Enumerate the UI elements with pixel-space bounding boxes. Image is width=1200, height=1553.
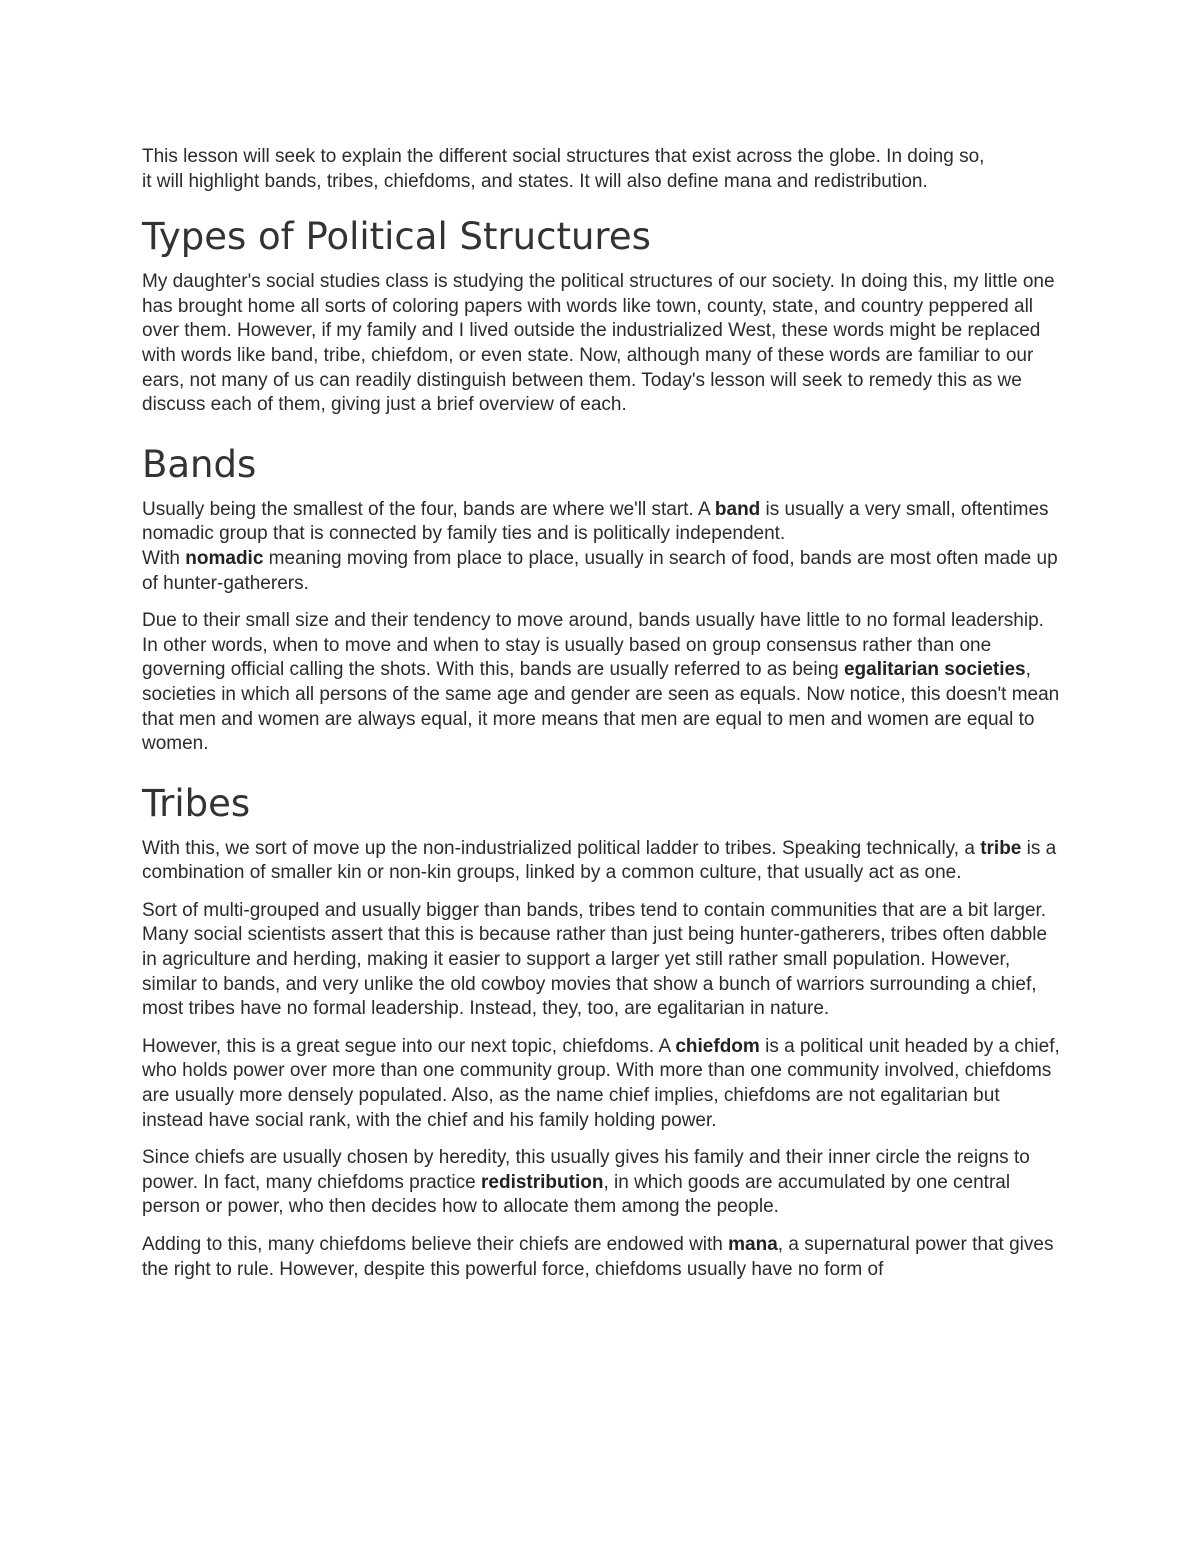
tribes-paragraph-2: Sort of multi-grouped and usually bigger than bands, tribes tend to contain communities that are a bit larger. Many social scientists assert that this is because rather than just being hunter-gatherers, tribes often dabble in agriculture and herding, making it easier to support a larger yet still rather small population. However, similar to bands, and very unlike the old cowboy movies that show a bunch of warriors surrounding a chief, most tribes have no formal leadership. Instead, they, too, are egalitarian in nature. xyxy=(142,899,1048,1020)
bands-paragraph-1 xyxy=(142,498,1062,596)
term-nomadic: nomadic xyxy=(185,547,264,569)
tribes-p5-text-a: Adding to this, many chiefdoms believe their chiefs are endowed with xyxy=(142,1234,729,1255)
bands-p2-text-b: , societies in which all persons of the same age and gender are seen as equals. Now notice, this doesn't mean that men and women are always equal, it more means that men are equal to men and women are equal to women. xyxy=(142,659,1060,755)
bands-p2-text-a: Due to their small size and their tendency to move around, bands usually have little to no formal leadership. In other words, when to move and when to stay is usually based on group consensus rather than one governing official calling the shots. With this, bands are usually referred to as being xyxy=(142,610,1044,681)
tribes-paragraph-1 xyxy=(142,837,1062,886)
tribes-p1-text-a: With this, we sort of move up the non-industrialized political ladder to tribes. Speaking technically, a xyxy=(142,837,981,859)
heading-tribes: Tribes xyxy=(142,781,251,825)
term-egalitarian-societies: egalitarian societies xyxy=(843,659,1026,681)
bands-p1-text-a: Usually being the smallest of the four, bands are where we'll start. A xyxy=(142,498,715,520)
tribes-p4-text-b: , in which goods are accumulated by one central person or power, who then decides how to allocate them among the people. xyxy=(142,1171,1011,1218)
intro-line-2: it will highlight bands, tribes, chiefdoms, and states. It will also define mana and redistribution. xyxy=(142,170,928,192)
tribes-paragraph-3 xyxy=(142,1035,1062,1133)
bands-paragraph-2 xyxy=(142,609,1062,757)
heading-bands: Bands xyxy=(142,442,257,486)
tribes-paragraph-4 xyxy=(142,1146,1062,1220)
bands-p1-text-c: With xyxy=(142,547,186,569)
tribes-p3-text-a: However, this is a great segue into our next topic, chiefdoms. A xyxy=(142,1035,676,1057)
term-mana: mana xyxy=(728,1234,778,1255)
tribes-p4-text-a: Since chiefs are usually chosen by heredity, this usually gives his family and their inner circle the reigns to power. In fact, many chiefdoms practice xyxy=(142,1147,1030,1193)
types-paragraph: My daughter's social studies class is studying the political structures of our society. In doing this, my little one has brought home all sorts of coloring papers with words like town, county, state, and country peppered all over them. However, if my family and I lived outside the industrialized West, these words might be replaced with words like band, tribe, chiefdom, or even state. Now, although many of these words are familiar to our ears, not many of us can readily distinguish between them. Today's lesson will seek to remedy this as we discuss each of them, giving just a brief overview of each. xyxy=(142,271,1055,416)
term-band: band xyxy=(714,498,761,520)
term-tribe: tribe xyxy=(980,837,1022,859)
term-chiefdom: chiefdom xyxy=(675,1035,760,1057)
tribes-paragraph-5 xyxy=(142,1233,1062,1282)
tribes-p3-text-b: is a political unit headed by a chief, who holds power over more than one community group. With more than one community involved, chiefdoms are usually more densely populated. Also, as the name chief implies, chiefdoms are not egalitarian but instead have social rank, with the chief and his family holding power. xyxy=(142,1035,1060,1131)
tribes-p5-text-b: , a supernatural power that gives the right to rule. However, despite this powerful force, chiefdoms usually have no form of xyxy=(142,1234,1054,1280)
tribes-p1-text-b: is a combination of smaller kin or non-kin groups, linked by a common culture, that usually act as one. xyxy=(142,837,1057,884)
heading-types-of-political-structures: Types of Political Structures xyxy=(142,215,651,259)
intro-line-1: This lesson will seek to explain the different social structures that exist across the globe. In doing so, xyxy=(142,146,985,167)
document-page xyxy=(142,145,1062,1295)
term-redistribution: redistribution xyxy=(481,1171,604,1193)
intro-paragraph xyxy=(142,145,1062,194)
bands-p1-text-b: is usually a very small, oftentimes nomadic group that is connected by family ties and is politically independent. xyxy=(142,498,1049,545)
bands-p1-text-d: meaning moving from place to place, usually in search of food, bands are most often made up of hunter-gatherers. xyxy=(142,547,1058,594)
